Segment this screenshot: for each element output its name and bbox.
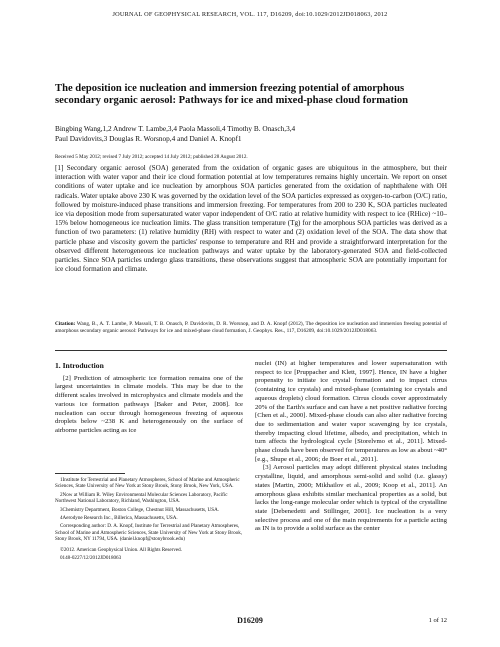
corresponding-author: Corresponding author: D. A. Knopf, Institute for Terrestrial and Planetary Atmospheres, School of Marine and Atmospheric Sciences, State University of New York at Stony Brook, Stony Brook, NY 11794, USA. (daniel.knopf@stonybrook.edu) xyxy=(55,523,243,543)
page-count: 1 of 12 xyxy=(428,617,447,624)
authors-line-2: Paul Davidovits,3 Douglas R. Worsnop,4 and Daniel A. Knopf1 xyxy=(55,133,242,143)
citation-label: Citation: xyxy=(55,321,76,327)
citation-text: Wang, B., A. T. Lambe, P. Massoli, T. B. Onasch, P. Davidovits, D. R. Worsnop, and D. A. Knopf (2012), The deposition ice nucleation and immersion freezing potential of amorphous secondary organic aerosol: Pathways for ice and mixed-phase cloud formation, J. Geophys. Res., 117, D16209, doi:10.1029/2012JD018063. xyxy=(55,321,447,335)
received-dates: Received 5 May 2012; revised 7 July 2012; accepted 14 July 2012; published 28 August 2012. xyxy=(55,154,248,160)
left-column xyxy=(55,362,243,436)
page-code: D16209 xyxy=(237,616,263,625)
footnotes xyxy=(55,473,243,563)
section-heading-introduction: 1. Introduction xyxy=(55,361,104,370)
issn-code: 0148-0227/12/2012JD018063 xyxy=(60,555,122,562)
running-header: JOURNAL OF GEOPHYSICAL RESEARCH, VOL. 117, D16209, doi:10.1029/2012JD018063, 2012 xyxy=(112,11,388,18)
affiliation-2: 2Now at William R. Wiley Environmental Molecular Sciences Laboratory, Pacific Northwest National Laboratory, Richland, Washington, USA. xyxy=(55,491,228,505)
right-column xyxy=(255,360,447,534)
section-divider xyxy=(55,350,447,351)
paragraph-2: [2] Prediction of atmospheric ice formation remains one of the largest uncertainties in climate models. This may be due to the different scales involved in microphysics and climate models and the various ice formation pathways [Baker and Peter, 2008]. Ice nucleation can occur through homogeneous freezing of aqueous droplets below ~238 K and heterogeneously on the surface of airborne particles acting as ice xyxy=(55,374,243,434)
citation xyxy=(55,321,447,335)
paragraph-3: [3] Aerosol particles may adopt different physical states including crystalline, liquid, and amorphous semi-solid and solid (i.e. glassy) states [Martin, 2000; Mikhailov et al., 2009; Koop et al., 2011]. An amorphous glass exhibits similar mechanical properties as a solid, but lacks the long-range molecular order which is typical of the crystalline state [Debenedetti and Stillinger, 2001]. Ice nucleation is a very selective process and one of the main requirements for a particle acting as IN is to provide a solid surface as the center xyxy=(255,464,447,533)
affiliation-3: 3Chemistry Department, Boston College, Chestnut Hill, Massachusetts, USA. xyxy=(60,506,220,513)
affiliation-1: 1Institute for Terrestrial and Planetary Atmospheres, School of Marine and Atmospheric Sciences, State University of New York at Stony Brook, Stony Brook, New York, USA. xyxy=(55,477,240,490)
author-list xyxy=(55,124,455,143)
affiliation-4: 4Aerodyne Research Inc., Billerica, Massachusetts, USA. xyxy=(60,515,178,522)
footnote-divider xyxy=(55,473,125,474)
authors-line-1: Bingbing Wang,1,2 Andrew T. Lambe,3,4 Paola Massoli,4 Timothy B. Onasch,3,4 xyxy=(55,124,296,133)
article-title: The deposition ice nucleation and immersion freezing potential of amorphous secondary organic aerosol: Pathways for ice and mixed-phase cloud formation xyxy=(55,83,409,107)
paragraph-2-continued: nuclei (IN) at higher temperatures and lower supersaturation with respect to ice [Pruppacher and Klett, 1997]. Hence, IN have a higher propensity to initiate ice crystal formation and to impact cirrus (containing ice crystals) and mixed-phase (containing ice crystals and aqueous droplets) cloud formation. Cirrus clouds cover approximately 20% of the Earth's surface and can have a net positive radiative forcing [Chen et al., 2000]. Mixed-phase clouds can also alter radiative forcing due to sedimentation and water vapor scavenging by ice crystals, thereby impacting cloud lifetime, albedo, and precipitation, which in turn affects the hydrological cycle [Storelvmo et al., 2011]. Mixed-phase clouds have been observed for temperatures as low as about ~40° [e.g., Shupe et al., 2006; de Boer et al., 2011]. xyxy=(255,360,447,463)
copyright-notice: ©2012. American Geophysical Union. All Rights Reserved. xyxy=(60,546,182,553)
abstract: [1] Secondary organic aerosol (SOA) generated from the oxidation of organic gases are ubiquitous in the atmosphere, but their interaction with water vapor and their ice cloud formation potential at low temperatures remains highly uncertain. We report on onset conditions of water uptake and ice nucleation by amorphous SOA particles generated from the oxidation of naphthalene with OH radicals. Water uptake above 230 K was governed by the oxidation level of the SOA particles expressed as oxygen-to-carbon (O/C) ratio, followed by moisture-induced phase transitions and immersion freezing. For temperatures from 200 to 230 K, SOA particles nucleated ice via deposition mode from supersaturated water vapor independent of O/C ratio at relative humidity with respect to ice (RHice) ~10–15% below homogeneous ice nucleation limits. The glass transition temperature (Tg) for the amorphous SOA particles was derived as a function of two parameters: (1) relative humidity (RH) with respect to water and (2) oxidation level of the SOA. The data show that particle phase and viscosity govern the particles' response to temperature and RH and provide a straightforward interpretation for the observed different heterogeneous ice nucleation pathways and water uptake by the laboratory-generated SOA and field-collected particles. Since SOA particles undergo glass transitions, these observations suggest that atmospheric SOA are potentially important for ice cloud formation and climate. xyxy=(55,164,447,274)
